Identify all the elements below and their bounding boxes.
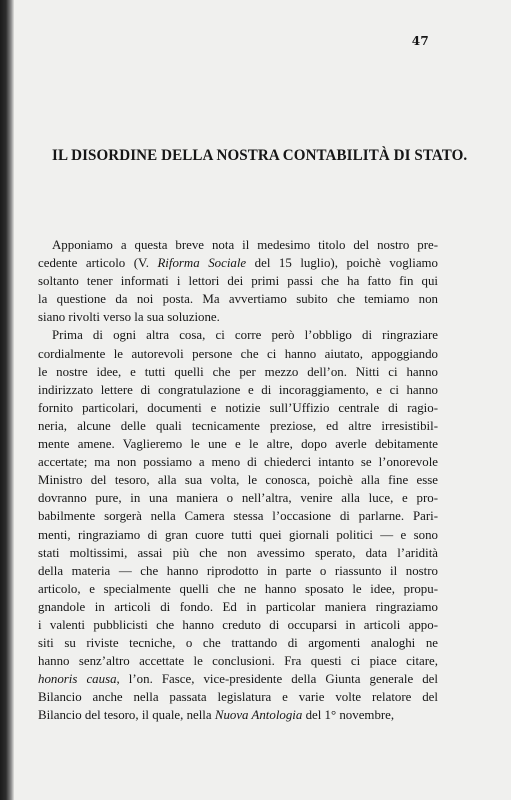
text-run: del 15 luglio), poichè vogliamo: [246, 256, 439, 271]
text-line: [38, 308, 438, 326]
text-line: [38, 236, 438, 254]
text-line: [38, 345, 438, 363]
text-run: della materia — che hanno riprodotto in parte o riassunto il nostro: [38, 563, 438, 578]
text-run: menti, ringraziamo di gran cuore tutti quei giornali politici — e sono: [38, 527, 438, 542]
text-run: soltanto tener informati i lettori dei primi passi che ha fatto fin qui: [38, 274, 438, 289]
text-run: Ministro del tesoro, alla sua volta, le conosca, poichè alla fine esse: [38, 473, 438, 488]
text-run: mente amene. Vaglieremo le une e le altre, dopo averle debitamente: [38, 437, 438, 452]
text-run: cedente articolo (V.: [38, 256, 158, 271]
text-line: [38, 363, 438, 381]
text-line: [38, 580, 438, 598]
chapter-heading: IL DISORDINE DELLA NOSTRA CONTABILITÀ DI STATO.: [52, 146, 468, 164]
text-line: [38, 381, 438, 399]
text-line: [38, 453, 438, 471]
text-line: [38, 417, 438, 435]
paragraph-1: [38, 236, 438, 326]
text-line: [38, 598, 438, 616]
text-line: [38, 507, 438, 525]
text-line: [38, 254, 438, 272]
text-line: [38, 471, 438, 489]
text-run: hanno senz’altro accettate le conclusioni. Fra questi ci piace citare,: [38, 654, 438, 669]
text-line: [38, 616, 438, 634]
text-run: Bilancio anche nella passata legislatura e varie volte relatore del: [38, 690, 438, 705]
text-run: , l’on. Fasce, vice-presidente della Giunta generale del: [116, 672, 438, 687]
text-line: [38, 634, 438, 652]
text-line: [38, 652, 438, 670]
text-run: Prima di ogni altra cosa, ci corre però l’obbligo di ringraziare: [52, 328, 438, 343]
text-line: [38, 562, 438, 580]
text-run: accertate; ma non possiamo a meno di chiederci intanto se l’onorevole: [38, 455, 438, 470]
text-line: [38, 670, 438, 688]
italic-text: Nuova Antologia: [214, 708, 303, 723]
text-run: babilmente sorgerà nella Camera stessa l’occasione di parlarne. Pari-: [38, 509, 438, 524]
text-line: [38, 399, 438, 417]
text-line: [38, 326, 438, 344]
text-run: le nostre idee, e tutti quelli che per mezzo dell’on. Nitti ci hanno: [38, 364, 438, 379]
body-text: [38, 236, 438, 725]
text-run: fornito particolari, documenti e notizie sull’Uffizio centrale di ragio-: [38, 400, 438, 415]
text-run: del 1° novembre,: [302, 708, 395, 723]
text-run: Apponiamo a questa breve nota il medesimo titolo del nostro pre-: [52, 238, 438, 252]
text-run: gnandole in articoli di fondo. Ed in particolar maniera ringraziamo: [38, 599, 438, 614]
text-run: la questione da noi posta. Ma avvertiamo subito che temiamo non: [38, 292, 438, 307]
text-line: [38, 544, 438, 562]
text-run: siti su riviste tecniche, o che trattando di argomenti analoghi ne: [38, 636, 438, 651]
text-run: i valenti pubblicisti che hanno creduto di occuparsi in articoli appo-: [38, 617, 438, 632]
text-run: indirizzato lettere di congratulazione e di incoraggiamento, e ci hanno: [38, 382, 438, 397]
paragraph-2: [38, 326, 438, 724]
text-run: articolo, e specialmente quelli che ne hanno sposato le idee, propu-: [38, 581, 438, 596]
text-run: neria, alcune delle quali tecnicamente preziose, ed altre irresistibil-: [38, 418, 438, 433]
text-line: [38, 706, 438, 724]
text-run: dovranno pure, in una maniera o nell’altra, venire alla luce, e pro-: [38, 491, 438, 506]
italic-text: honoris causa: [38, 672, 117, 687]
page-binding-edge: [0, 0, 14, 800]
text-line: [38, 290, 438, 308]
text-run: siano rivolti verso la sua soluzione.: [38, 310, 220, 325]
text-line: [38, 688, 438, 706]
text-run: stati moltissimi, assai più che non avessimo sperato, data l’aridità: [38, 545, 438, 560]
text-run: Bilancio del tesoro, il quale, nella: [38, 708, 215, 723]
text-line: [38, 435, 438, 453]
page-number: 47: [411, 34, 429, 48]
italic-text: Riforma Sociale: [157, 256, 247, 271]
text-line: [38, 526, 438, 544]
text-line: [38, 272, 438, 290]
text-line: [38, 489, 438, 507]
text-run: cordialmente le autorevoli persone che ci hanno aiutato, appoggiando: [38, 346, 438, 361]
